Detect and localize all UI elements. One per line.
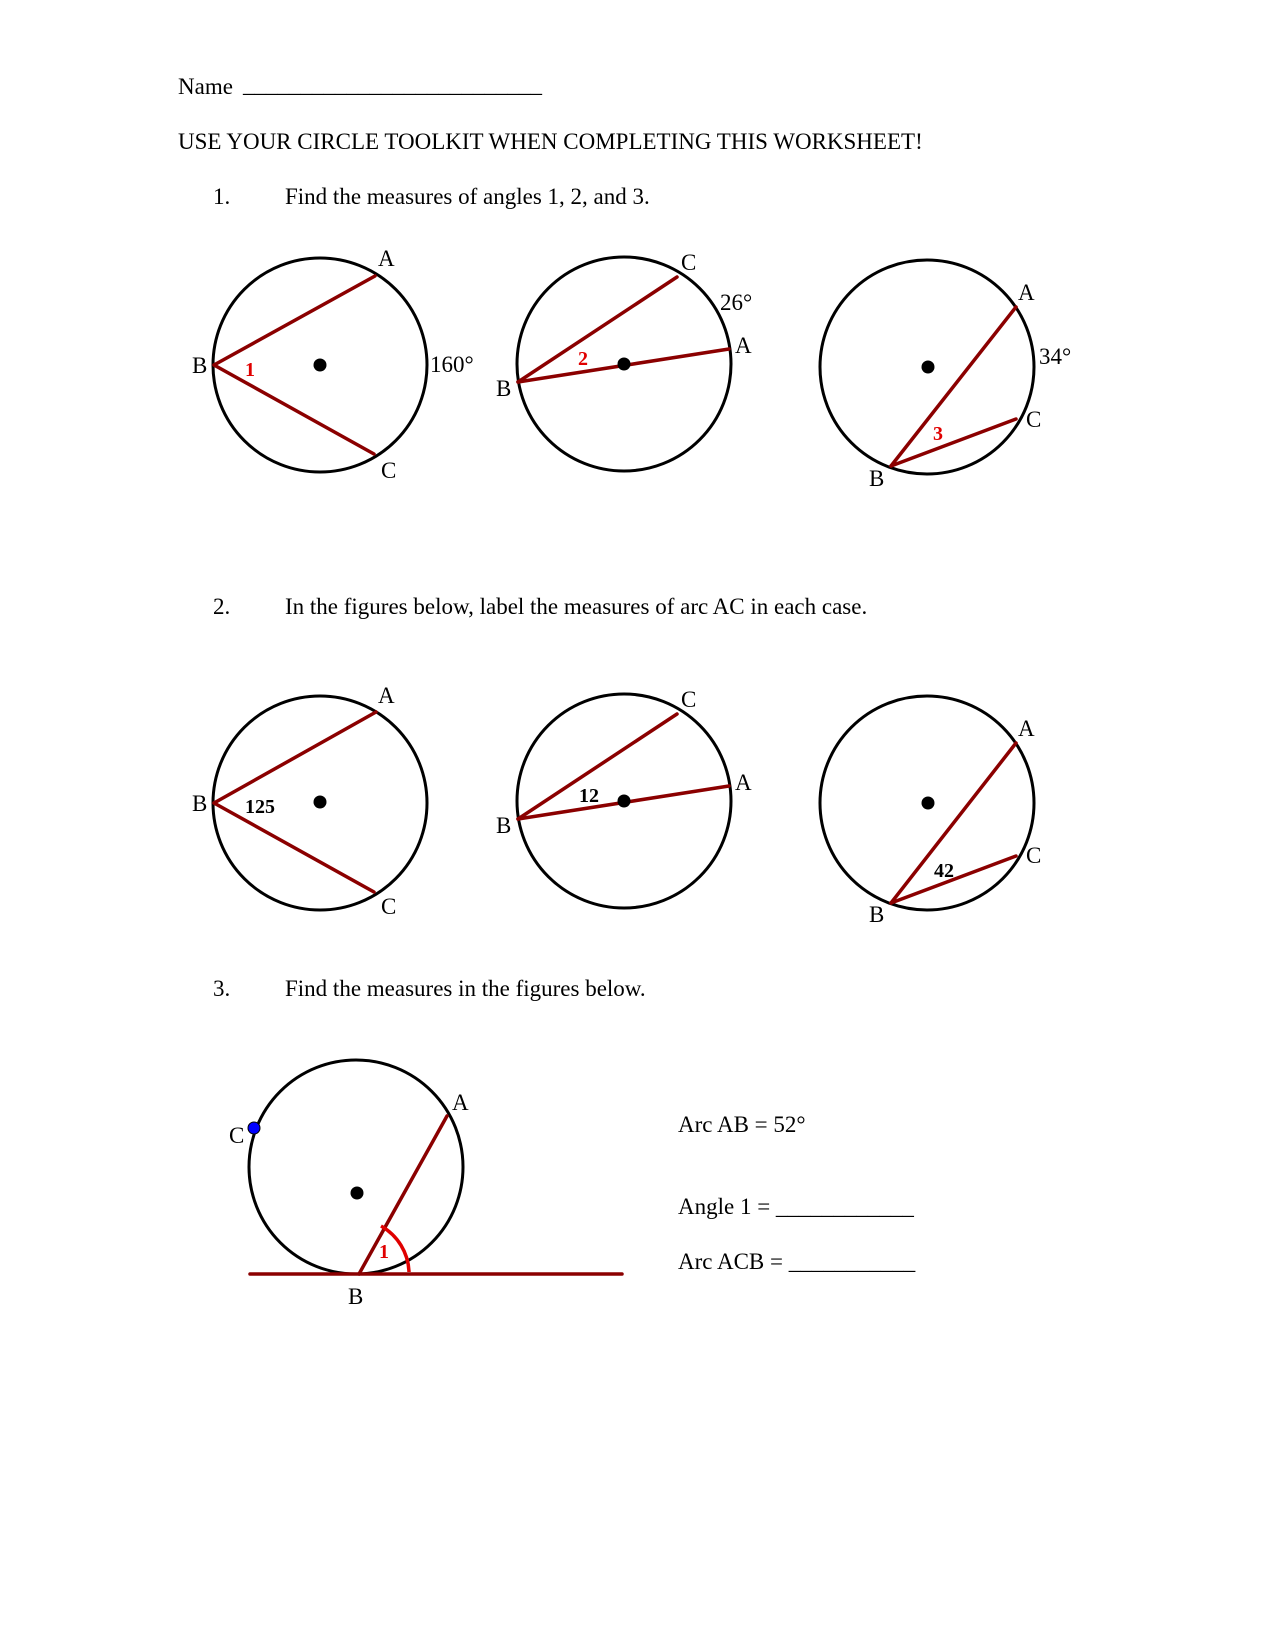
q3-label-c: C: [229, 1123, 245, 1148]
q1-fig2-label-b: B: [496, 376, 512, 401]
q2-fig2-label-b: B: [496, 813, 512, 838]
q1-fig1-label-c: C: [381, 458, 397, 483]
question-1-text: Find the measures of angles 1, 2, and 3.: [285, 184, 650, 209]
q1-fig3-label-b: B: [869, 466, 885, 491]
q2-chord-bc-1: [214, 803, 374, 892]
q1-angle-1-marker: 1: [245, 359, 255, 381]
name-label: Name: [178, 74, 233, 99]
q2-fig1-label-a: A: [378, 683, 395, 708]
q1-angle-3-marker: 3: [933, 423, 943, 445]
q1-center-3: [922, 361, 935, 374]
arc-acb-answer-blank[interactable]: Arc ACB = ___________: [678, 1249, 916, 1274]
question-3-text: Find the measures in the figures below.: [285, 976, 646, 1001]
q2-fig1-angle-value: 125: [245, 796, 275, 818]
q2-fig3-label-c: C: [1026, 843, 1042, 868]
angle-1-answer-blank[interactable]: Angle 1 = ____________: [678, 1194, 914, 1219]
q2-center-1: [314, 796, 327, 809]
q2-fig1-label-b: B: [192, 791, 208, 816]
worksheet-instruction: USE YOUR CIRCLE TOOLKIT WHEN COMPLETING THIS WORKSHEET!: [178, 129, 923, 154]
q1-chord-ba-1: [214, 276, 375, 365]
q3-label-b: B: [348, 1284, 364, 1309]
q3-circle: [249, 1060, 463, 1274]
q3-point-c: [248, 1122, 260, 1134]
q1-fig1-label-a: A: [378, 246, 395, 271]
q1-fig3-label-c: C: [1026, 407, 1042, 432]
q1-fig1-label-b: B: [192, 353, 208, 378]
q1-fig3-label-a: A: [1018, 280, 1035, 305]
q2-center-3: [922, 797, 935, 810]
question-2-text: In the figures below, label the measures of arc AC in each case.: [285, 594, 868, 619]
q1-angle-2-marker: 2: [578, 348, 588, 370]
q1-chord-bc-2: [518, 277, 677, 382]
q3-label-a: A: [452, 1090, 469, 1115]
name-blank[interactable]: __________________________: [243, 72, 542, 97]
q2-fig3-label-a: A: [1018, 716, 1035, 741]
q2-center-2: [618, 795, 631, 808]
q2-fig2-label-c: C: [681, 687, 697, 712]
q1-fig2-arc-measure: 26°: [720, 290, 753, 315]
q2-chord-ba-1: [214, 712, 376, 803]
q2-fig1-label-c: C: [381, 894, 397, 919]
q1-fig2-label-a: A: [735, 333, 752, 358]
q1-center-1: [314, 359, 327, 372]
q2-fig3-label-b: B: [869, 902, 885, 927]
q3-angle-1-marker: 1: [379, 1241, 389, 1263]
q1-fig3-arc-measure: 34°: [1039, 344, 1072, 369]
q3-center: [351, 1187, 364, 1200]
q2-fig3-angle-value: 42: [934, 860, 954, 882]
q2-fig2-label-a: A: [735, 770, 752, 795]
arc-ab-given: Arc AB = 52°: [678, 1112, 806, 1137]
q1-fig2-label-c: C: [681, 250, 697, 275]
q1-center-2: [618, 358, 631, 371]
question-1-number: 1.: [213, 184, 231, 209]
q1-fig1-arc-measure: 160°: [430, 352, 474, 377]
q2-fig2-angle-value: 12: [579, 785, 599, 807]
q1-chord-bc-1: [214, 365, 374, 454]
question-3-number: 3.: [213, 976, 231, 1001]
question-2-number: 2.: [213, 594, 231, 619]
